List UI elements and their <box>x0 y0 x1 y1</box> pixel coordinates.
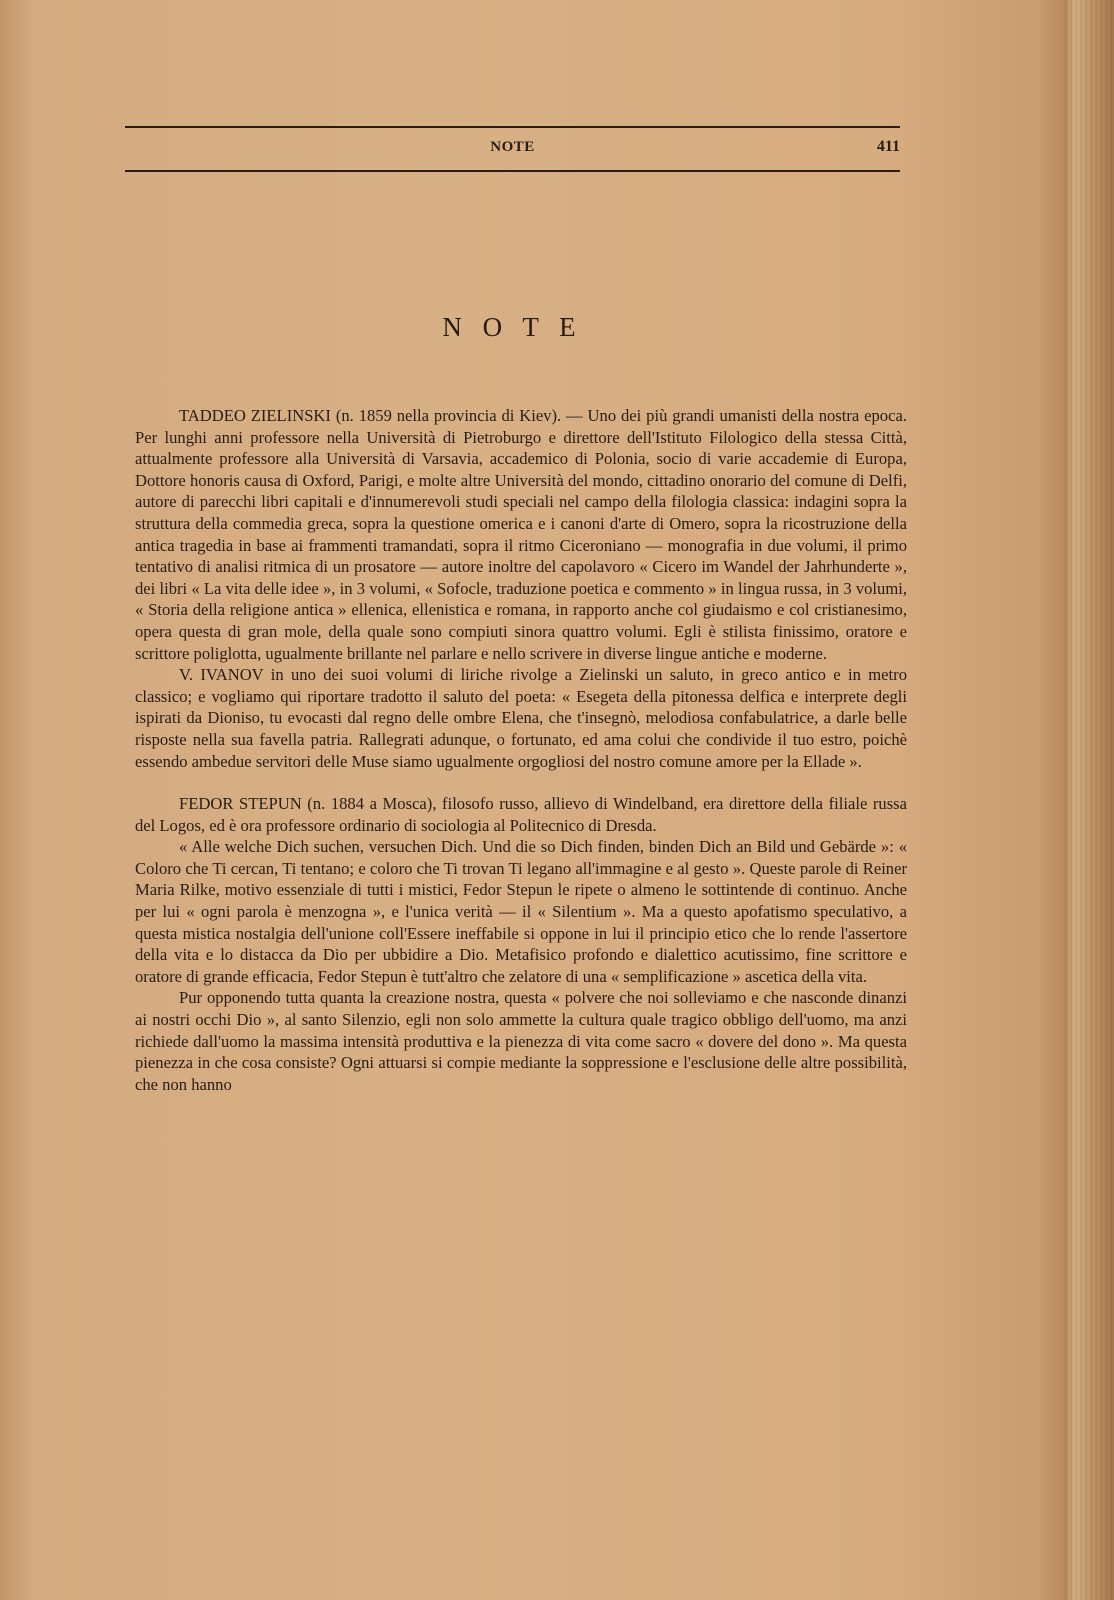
page-edges <box>1064 0 1114 1600</box>
running-head <box>125 126 900 172</box>
paragraph-zielinski: TADDEO ZIELINSKI (n. 1859 nella provincia di Kiev). — Uno dei più grandi umanisti della nostra epoca. Per lunghi anni professore nella Università di Pietroburgo e direttore dell'Istituto Filologico della stessa Città, attualmente professore alla Università di Varsavia, accademico di Polonia, socio di varie accademie di Europa, Dottore honoris causa di Oxford, Parigi, e molte altre Università del mondo, cittadino onorario del comune di Delfi, autore di parecchi libri capitali e d'innumerevoli studi speciali nel campo della filologia classica: indagini sopra la struttura della commedia greca, sopra la questione omerica e i canoni d'arte di Omero, sopra la ricostruzione della antica tragedia in base ai frammenti tramandati, sopra il ritmo Ciceroniano — monografia in due volumi, il primo tentativo di analisi ritmica di un prosatore — autore inoltre del capolavoro « Cicero im Wandel der Jahrhunderte », dei libri « La vita delle idee », in 3 volumi, « Sofocle, traduzione poetica e commento » in lingua russa, in 3 volumi, « Storia della religione antica » ellenica, ellenistica e romana, in rapporto anche col giudaismo e col cristianesimo, opera questa di gran mole, della quale sono compiuti sinora quattro volumi. Egli è stilista finissimo, oratore e scrittore poliglotta, ugualmente brillante nel parlare e nello scrivere in diverse lingue antiche e moderne. <box>135 406 907 663</box>
paragraph-stepun-rilke: « Alle welche Dich suchen, versuchen Dich. Und die so Dich finden, binden Dich an Bild und Gebärde »: « Coloro che Ti cercan, Ti tentano; e coloro che Ti trovan Ti legano all'immagine e al gesto ». Queste parole di Reiner Maria Rilke, motivo essenziale di tutti i mistici, Fedor Stepun le ripete o almeno le sottintende di continuo. Anche per lui « ogni parola è menzogna », e l'unica verità — il « Silentium ». Ma a questo apofatismo speculativo, a questa mistica nostalgia dell'unione coll'Essere ineffabile si oppone in lui il principio etico che lo rende l'assertore della vita e lo distacca da Dio per ubbidire a Dio. Metafisico profondo e dialettico acutissimo, fine scrittore e oratore di grande efficacia, Fedor Stepun è tutt'altro che zelatore di una « semplificazione » ascetica della vita. <box>135 837 907 986</box>
paragraph-ivanov: V. IVANOV in uno dei suoi volumi di liriche rivolge a Zielinski un saluto, in greco antico e in metro classico; e vogliamo qui riportare tradotto il saluto del poeta: « Esegeta della pitonessa delfica e interprete degli ispirati da Dioniso, tu evocasti dal regno delle ombre Elena, che t'insegnò, melodiosa confabulatrice, a darle belle risposte nella sua favella patria. Rallegrati adunque, o fortunato, ed ama colui che condivide il tuo estro, poichè essendo ambedue servitori delle Muse siamo ugualmente orgogliosi del nostro comune amore per la Ellade ». <box>135 665 907 771</box>
section-title: N O T E <box>442 312 583 342</box>
page-number: 411 <box>876 138 900 155</box>
paragraph-stepun-culture: Pur opponendo tutta quanta la creazione nostra, questa « polvere che noi solleviamo e che nasconde dinanzi ai nostri occhi Dio », al santo Silenzio, egli non solo ammette la cultura quale tragico obbligo dell'uomo, ma anzi richiede dall'uomo la massima intensità produttiva e la pienezza di vita come sacro « dovere del dono ». Ma questa pienezza in che cosa consiste? Ogni attuarsi si compie mediante la soppressione e l'esclusione delle altre possibilità, che non hanno <box>135 988 907 1094</box>
paragraph-stepun-intro: FEDOR STEPUN (n. 1884 a Mosca), filosofo russo, allievo di Windelband, era direttore della filiale russa del Logos, ed è ora professore ordinario di sociologia al Politecnico di Dresda. <box>135 794 907 835</box>
body-text <box>135 405 907 1095</box>
running-head-title: NOTE <box>490 139 535 155</box>
